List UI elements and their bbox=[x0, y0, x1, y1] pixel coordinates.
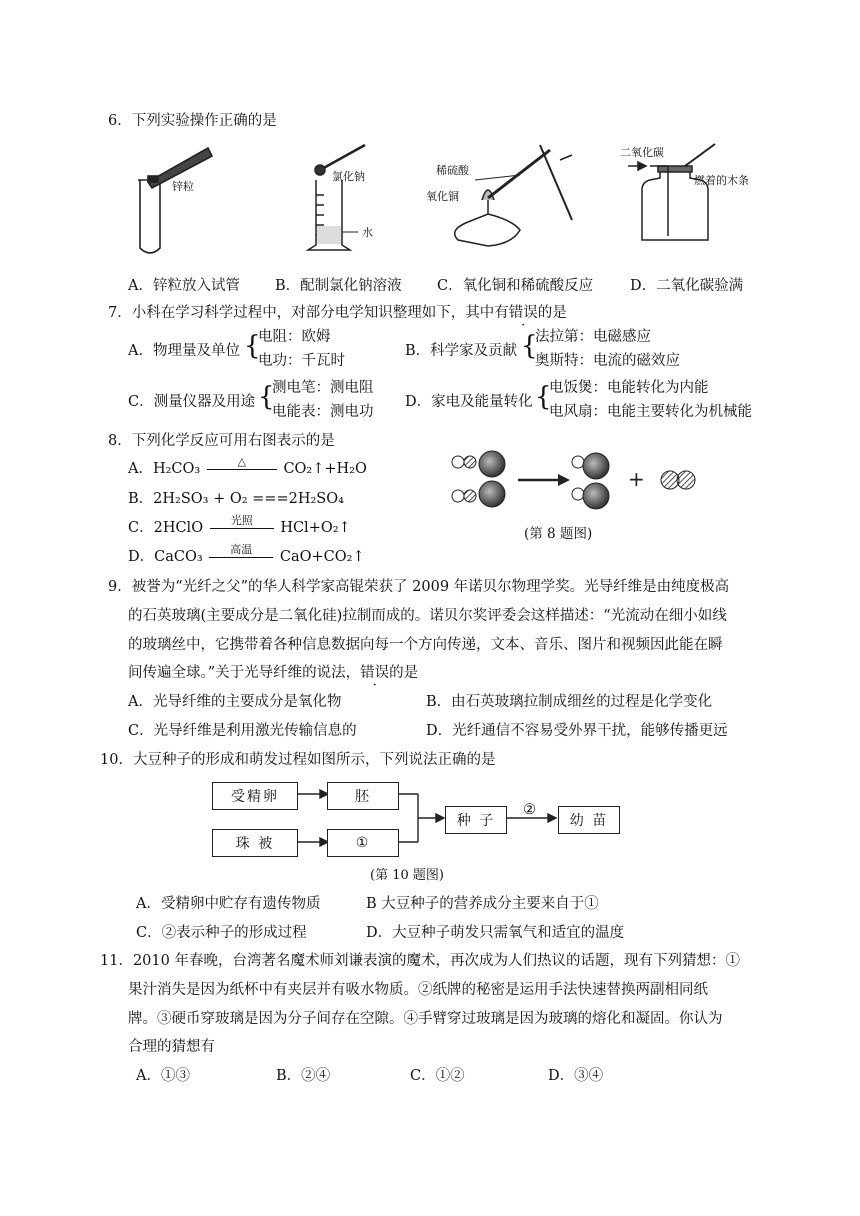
q6-stem: 6．下列实验操作正确的是 bbox=[108, 113, 277, 129]
measuring-cylinder-icon bbox=[308, 145, 365, 250]
q7-b-line2: 奥斯特：电流的磁效应 bbox=[535, 353, 680, 369]
brace-icon: { bbox=[521, 331, 538, 361]
q9-line1: 9．被誉为“光纤之父”的华人科学家高锟荣获了 2009 年诺贝尔物理学奖。光导纤维是由纯度极高 bbox=[108, 579, 730, 595]
arrow-right-icon bbox=[518, 474, 570, 486]
q7-c-line1: 测电笔：测电阻 bbox=[272, 380, 374, 396]
q11-line4: 合理的猜想有 bbox=[128, 1039, 215, 1055]
tilted-test-tube-icon bbox=[138, 148, 212, 253]
q6-option-d[interactable]: D．二氧化碳验满 bbox=[630, 278, 744, 294]
alcohol-lamp-setup-icon bbox=[455, 145, 572, 246]
label-co2: 二氧化碳 bbox=[620, 146, 664, 159]
q11-option-b[interactable]: B．②④ bbox=[276, 1068, 331, 1084]
q6-option-a[interactable]: A．锌粒放入试管 bbox=[128, 278, 240, 294]
box-integument: 珠 被 bbox=[212, 829, 298, 857]
q7-d-line2: 电风扇：电能主要转化为机械能 bbox=[549, 404, 752, 420]
q10-option-d[interactable]: D．大豆种子萌发只需氧气和适宜的温度 bbox=[366, 925, 625, 941]
q6-option-b[interactable]: B．配制氯化钠溶液 bbox=[275, 278, 402, 294]
q9-option-b[interactable]: B．由石英玻璃拉制成细丝的过程是化学变化 bbox=[426, 694, 713, 710]
q9-option-a[interactable]: A．光导纤维的主要成分是氧化物 bbox=[128, 694, 342, 710]
q11-line1: 11．2010 年春晚，台湾著名魔术师刘谦表演的魔术，再次成为人们热议的话题，现有下列猜想：① bbox=[100, 953, 740, 969]
q8-molecule-figure bbox=[448, 448, 708, 524]
q11-line2: 果汁消失是因为纸杯中有夹层并有吸水物质。②纸牌的秘密是运用手法快速替换两副相同纸 bbox=[128, 982, 708, 998]
brace-icon: { bbox=[535, 382, 552, 412]
q8-option-d[interactable]: D．CaCO₃ 高温 CaO+CO₂↑ bbox=[128, 542, 365, 565]
molecule-product-3 bbox=[661, 471, 695, 489]
label-zinc: 锌粒 bbox=[172, 180, 194, 193]
molecule-product-2 bbox=[572, 483, 609, 509]
q10-option-b[interactable]: B 大豆种子的营养成分主要来自于① bbox=[366, 896, 599, 912]
q7-a-line2: 电功：千瓦时 bbox=[258, 353, 345, 369]
box-circle-1: ① bbox=[327, 829, 399, 857]
label-acid: 稀硫酸 bbox=[436, 164, 469, 177]
label-nacl: 氯化钠 bbox=[332, 170, 365, 183]
q6-option-c[interactable]: C．氧化铜和稀硫酸反应 bbox=[437, 278, 594, 294]
q9-line3: 的玻璃丝中，它携带着各种信息数据向每一个方向传递，文本、音乐、图片和视频因此能在瞬 bbox=[128, 637, 723, 653]
q11-option-d[interactable]: D．③④ bbox=[548, 1068, 604, 1084]
q11-option-a[interactable]: A．①③ bbox=[136, 1068, 190, 1084]
plus-sign: + bbox=[628, 467, 645, 491]
brace-icon: { bbox=[244, 331, 261, 361]
label-cuo: 氧化铜 bbox=[426, 190, 459, 203]
box-fertilized-egg: 受精卵 bbox=[212, 782, 298, 810]
q11-line3: 牌。③硬币穿玻璃是因为分子间存在空隙。④手臂穿过玻璃是因为玻璃的熔化和凝固。你认为 bbox=[128, 1011, 723, 1027]
q9-option-c[interactable]: C．光导纤维是利用激光传输信息的 bbox=[128, 723, 357, 739]
q6-figure bbox=[120, 140, 749, 260]
molecule-reactant-1 bbox=[452, 451, 505, 477]
arrow-label-2: ② bbox=[523, 802, 536, 818]
box-seedling: 幼 苗 bbox=[558, 806, 620, 834]
q8-caption: (第 8 题图) bbox=[524, 526, 593, 542]
q10-option-a[interactable]: A．受精卵中贮存有遗传物质 bbox=[136, 896, 321, 912]
q11-option-c[interactable]: C．①② bbox=[410, 1068, 465, 1084]
molecule-reactant-2 bbox=[452, 481, 505, 507]
q9-line2: 的石英玻璃(主要成分是二氧化硅)拉制而成的。诺贝尔奖评委会这样描述：“光流动在细小如线 bbox=[128, 608, 727, 624]
q7-d-line1: 电饭煲：电能转化为内能 bbox=[549, 380, 709, 396]
q9-emphasis: 错误 bbox=[360, 665, 390, 681]
brace-icon: { bbox=[258, 382, 275, 412]
q10-stem: 10．大豆种子的形成和萌发过程如图所示，下列说法正确的是 bbox=[100, 752, 496, 768]
q7-c-line2: 电能表：测电功 bbox=[272, 404, 374, 420]
q7-emphasis: 错误 bbox=[508, 305, 538, 321]
q10-option-c[interactable]: C．②表示种子的形成过程 bbox=[136, 925, 307, 941]
q9-option-d[interactable]: D．光纤通信不容易受外界干扰，能够传播更远 bbox=[426, 723, 728, 739]
label-stick: 燃着的木条 bbox=[694, 174, 749, 187]
q8-option-c[interactable]: C．2HClO 光照 HCl+O₂↑ bbox=[128, 513, 351, 536]
box-seed: 种 子 bbox=[445, 806, 507, 834]
q8-stem: 8．下列化学反应可用右图表示的是 bbox=[108, 433, 335, 449]
molecule-product-1 bbox=[572, 453, 609, 479]
q10-caption: (第 10 题图) bbox=[370, 868, 444, 883]
q7-stem: 7．小科在学习科学过程中，对部分电学知识整理如下，其中有错误的是 bbox=[108, 305, 567, 321]
q7-a-line1: 电阻：欧姆 bbox=[258, 329, 331, 345]
q7-option-b[interactable]: B．科学家及贡献 bbox=[405, 343, 518, 359]
q8-option-a[interactable]: A．H₂CO₃ △ CO₂↑+H₂O bbox=[128, 454, 367, 477]
q7-option-c[interactable]: C．测量仪器及用途 bbox=[128, 394, 256, 410]
q8-option-b[interactable]: B．2H₂SO₃ + O₂ ===2H₂SO₄ bbox=[128, 491, 344, 507]
box-embryo: 胚 bbox=[327, 782, 399, 810]
q7-option-d[interactable]: D．家电及能量转化 bbox=[405, 394, 533, 410]
q7-option-a[interactable]: A．物理量及单位 bbox=[128, 343, 240, 359]
q7-b-line1: 法拉第：电磁感应 bbox=[535, 329, 651, 345]
q9-line4: 间传遍全球。”关于光导纤维的说法，错误的是 bbox=[128, 665, 419, 681]
label-water: 水 bbox=[362, 226, 373, 239]
